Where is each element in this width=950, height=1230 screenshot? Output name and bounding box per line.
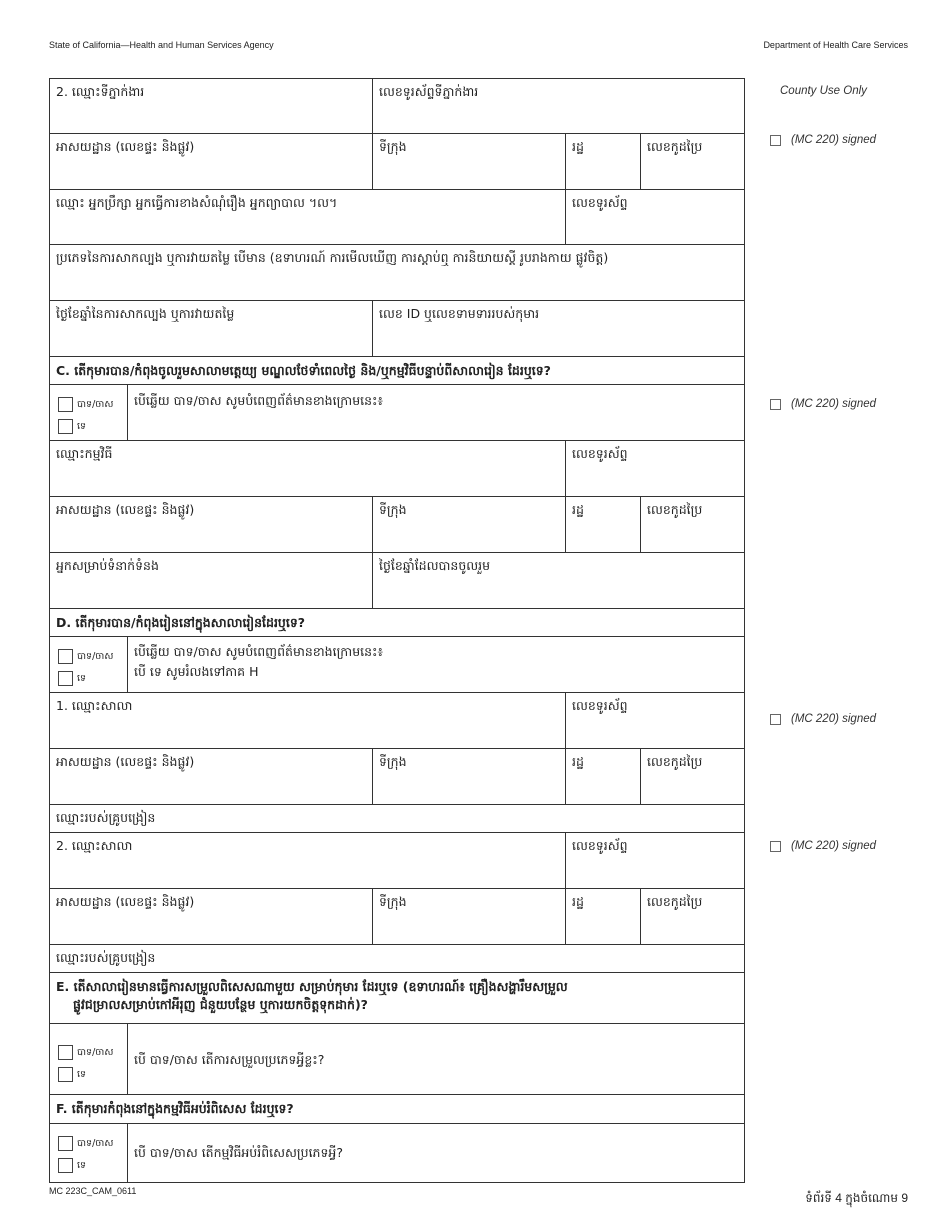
- signed-label: (MC 220) signed: [791, 134, 877, 146]
- section-e-question: បើ បាទ/ចាស តើការសម្រួលប្រភេទអ្វីខ្លះ?: [134, 1052, 325, 1067]
- no-label: ទេ: [77, 673, 87, 684]
- yes-label: បាទ/ចាស: [77, 1138, 114, 1149]
- contact-field[interactable]: អ្នកសម្រាប់ទំនាក់ទំនង: [56, 558, 159, 573]
- child-id-field[interactable]: លេខ ID ឬលេខទាមទាររបស់កុមារ: [372, 301, 744, 356]
- zip-field[interactable]: លេខកូដប្រៃ: [640, 889, 744, 944]
- counselor-row: [49, 190, 745, 245]
- section-d-instruction-yes: បើឆ្លើយ បាទ/ចាស សូមបំពេញព័ត៌មានខាងក្រោមនេះ៖: [134, 644, 384, 659]
- city-field[interactable]: ទីក្រុង: [372, 889, 565, 944]
- school2-address-row: [49, 889, 745, 945]
- yes-no-group: [50, 1024, 128, 1094]
- program-address-row: [49, 497, 745, 553]
- address-field[interactable]: អាសយដ្ឋាន (លេខផ្ទះ និងផ្លូវ): [56, 502, 195, 517]
- school1-phone-field[interactable]: លេខទូរស័ព្ទ: [565, 693, 744, 748]
- agency-phone-field[interactable]: លេខទូរស័ព្ទទីភ្នាក់ងារ: [372, 79, 744, 133]
- state-field[interactable]: រដ្ឋ: [565, 134, 640, 189]
- section-e-title-line1: E. តើសាលារៀនមានធ្វើការសម្រួលពិសេសណាមួយ សម្រាប់កុមារ ដែរឬទេ (ឧទាហរណ៍៖ គ្រឿងសង្ហារឹមសម្រួល: [56, 979, 568, 994]
- section-f-title: F. តើកុមារកំពុងនៅក្នុងកម្មវិធីអប់រំពិសេស ដែរឬទេ?: [56, 1101, 294, 1116]
- test-type-row: [49, 245, 745, 301]
- no-checkbox[interactable]: [58, 1158, 73, 1173]
- no-label: ទេ: [77, 1069, 87, 1080]
- contact-row: [49, 553, 745, 609]
- test-type-field[interactable]: ប្រភេទនៃការសាកល្បង ឬការវាយតម្លៃ បើមាន (ឧទាហរណ៍ ការមើលឃើញ ការស្តាប់ឮ ការនិយាយស្តី រូបរាងកាយ ផ្លូវចិត្ត): [56, 250, 609, 265]
- mc220-signed-3: [770, 713, 876, 725]
- school1-name-field[interactable]: 1. ឈ្មោះសាលា: [56, 698, 133, 713]
- mc220-signed-2: [770, 398, 876, 410]
- section-f-answer: [49, 1124, 745, 1183]
- section-d-title: D. តើកុមារបាន/កំពុងរៀននៅក្នុងសាលារៀនដែរឬទេ?: [56, 615, 306, 630]
- no-checkbox[interactable]: [58, 671, 73, 686]
- signed-checkbox[interactable]: [770, 714, 781, 725]
- phone-field[interactable]: លេខទូរស័ព្ទ: [565, 190, 744, 244]
- section-e-answer: [49, 1024, 745, 1095]
- agency-row: [49, 78, 745, 134]
- section-d-answer: [49, 637, 745, 693]
- zip-field[interactable]: លេខកូដប្រៃ: [640, 497, 744, 552]
- zip-field[interactable]: លេខកូដប្រៃ: [640, 134, 744, 189]
- state-field[interactable]: រដ្ឋ: [565, 749, 640, 804]
- section-c-answer: [49, 385, 745, 441]
- teacher2-row: [49, 945, 745, 973]
- section-c-instruction: បើឆ្លើយ បាទ/ចាស សូមបំពេញព័ត៌មានខាងក្រោមនេះ៖: [134, 393, 384, 408]
- address-row: [49, 134, 745, 190]
- section-c-header: [49, 357, 745, 385]
- no-label: ទេ: [77, 421, 87, 432]
- yes-no-group: [50, 1124, 128, 1182]
- school1-address-row: [49, 749, 745, 805]
- yes-checkbox[interactable]: [58, 1136, 73, 1151]
- section-d-header: [49, 609, 745, 637]
- section-d-instruction-no: បើ ទេ សូមរំលងទៅភាគ H: [134, 664, 259, 679]
- signed-label: (MC 220) signed: [791, 713, 877, 725]
- program-name-field[interactable]: ឈ្មោះកម្មវិធី: [56, 446, 113, 461]
- school2-name-field[interactable]: 2. ឈ្មោះសាលា: [56, 838, 133, 853]
- state-field[interactable]: រដ្ឋ: [565, 889, 640, 944]
- agency-name-field[interactable]: 2. ឈ្មោះទីភ្នាក់ងារ: [56, 84, 145, 99]
- city-field[interactable]: ទីក្រុង: [372, 134, 565, 189]
- section-e-title: [50, 973, 744, 1019]
- yes-checkbox[interactable]: [58, 397, 73, 412]
- city-field[interactable]: ទីក្រុង: [372, 749, 565, 804]
- mc220-signed-4: [770, 840, 876, 852]
- signed-label: (MC 220) signed: [791, 398, 877, 410]
- yes-label: បាទ/ចាស: [77, 1047, 114, 1058]
- test-date-field[interactable]: ថ្ងៃខែឆ្នាំនៃការសាកល្បង ឬការវាយតម្លៃ: [56, 306, 235, 321]
- state-field[interactable]: រដ្ឋ: [565, 497, 640, 552]
- section-f-question: បើ បាទ/ចាស តើកម្មវិធីអប់រំពិសេសប្រភេទអ្វី?: [134, 1145, 343, 1160]
- teacher2-field[interactable]: ឈ្មោះរបស់គ្រូបង្រៀន: [56, 950, 156, 965]
- header-agency: State of California—Health and Human Services Agency: [49, 40, 274, 50]
- form-number: MC 223C_CAM_0611: [49, 1186, 137, 1196]
- school1-row: [49, 693, 745, 749]
- counselor-field[interactable]: ឈ្មោះ អ្នកប្រឹក្សា អ្នកធ្វើការខាងសំណុំរឿង អ្នកព្យាបាល ។ល។: [56, 195, 338, 210]
- school2-row: [49, 833, 745, 889]
- enroll-date-field[interactable]: ថ្ងៃខែឆ្នាំដែលបានចូលរួម: [372, 553, 744, 608]
- yes-checkbox[interactable]: [58, 1045, 73, 1060]
- no-label: ទេ: [77, 1160, 87, 1171]
- yes-label: បាទ/ចាស: [77, 399, 114, 410]
- teacher1-field[interactable]: ឈ្មោះរបស់គ្រូបង្រៀន: [56, 810, 156, 825]
- city-field[interactable]: ទីក្រុង: [372, 497, 565, 552]
- mc220-signed-1: [770, 134, 876, 146]
- signed-label: (MC 220) signed: [791, 840, 877, 852]
- yes-label: បាទ/ចាស: [77, 651, 114, 662]
- form-table: [49, 78, 745, 1183]
- yes-no-group: [50, 637, 128, 692]
- page-number: ទំព័រទី 4 ក្នុងចំណោម 9: [805, 1191, 908, 1205]
- program-phone-field[interactable]: លេខទូរស័ព្ទ: [565, 441, 744, 496]
- yes-checkbox[interactable]: [58, 649, 73, 664]
- zip-field[interactable]: លេខកូដប្រៃ: [640, 749, 744, 804]
- test-date-row: [49, 301, 745, 357]
- signed-checkbox[interactable]: [770, 841, 781, 852]
- signed-checkbox[interactable]: [770, 399, 781, 410]
- teacher1-row: [49, 805, 745, 833]
- section-e-header: [49, 973, 745, 1024]
- no-checkbox[interactable]: [58, 419, 73, 434]
- address-field[interactable]: អាសយដ្ឋាន (លេខផ្ទះ និងផ្លូវ): [56, 139, 195, 154]
- school2-phone-field[interactable]: លេខទូរស័ព្ទ: [565, 833, 744, 888]
- yes-no-group: [50, 385, 128, 440]
- section-d-instructions: [128, 637, 744, 692]
- program-row: [49, 441, 745, 497]
- section-f-header: [49, 1095, 745, 1124]
- header-department: Department of Health Care Services: [763, 40, 908, 50]
- county-use-only-title: County Use Only: [780, 85, 867, 97]
- address-field[interactable]: អាសយដ្ឋាន (លេខផ្ទះ និងផ្លូវ): [56, 754, 195, 769]
- signed-checkbox[interactable]: [770, 135, 781, 146]
- no-checkbox[interactable]: [58, 1067, 73, 1082]
- address-field[interactable]: អាសយដ្ឋាន (លេខផ្ទះ និងផ្លូវ): [56, 894, 195, 909]
- section-c-title: C. តើកុមារបាន/កំពុងចូលរួមសាលាមត្តេយ្យ មណ្ឌលថែទាំពេលថ្ងៃ និង/ឬកម្មវិធីបន្ទាប់ពីសាលារៀន ដែរឬទេ?: [56, 363, 551, 378]
- section-e-title-line2: ផ្លូវជម្រាលសម្រាប់កៅអីរុញ ជំនួយបន្ថែម ឬការយកចិត្តទុកដាក់)?: [73, 997, 368, 1012]
